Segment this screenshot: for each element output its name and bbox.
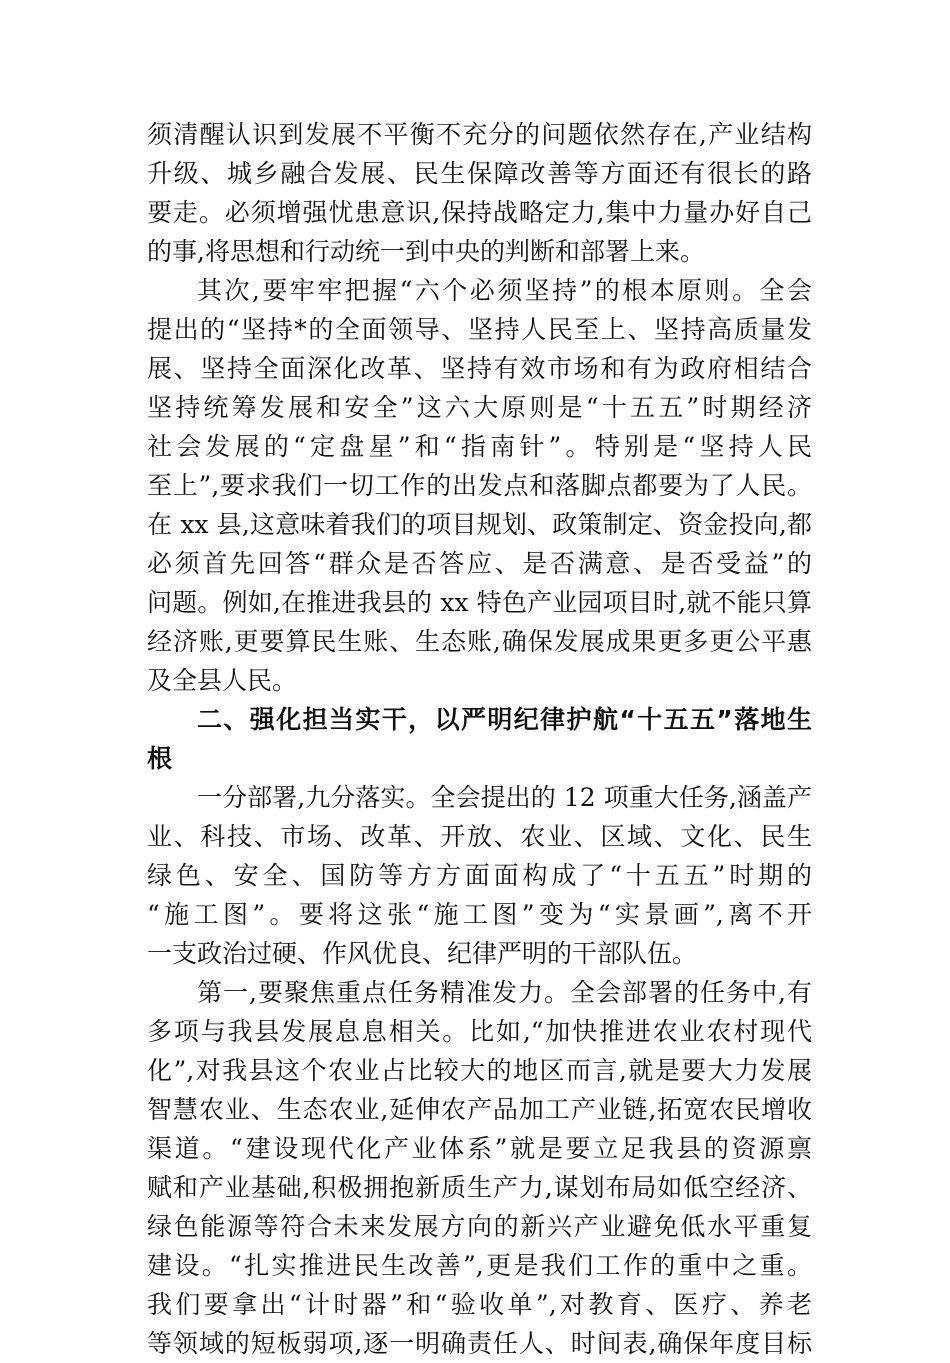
text-line: 升级、城乡融合发展、民生保障改善等方面还有很长的路 — [147, 159, 812, 188]
text-line: 赋和产业基础,积极拥抱新质生产力,谋划布局如低空经济、 — [147, 1173, 812, 1202]
text-line: “施工图”。要将这张“施工图”变为“实景画”,离不开 — [147, 900, 812, 929]
text-line: 社会发展的“定盘星”和“指南针”。特别是“坚持人民 — [147, 432, 812, 461]
text-line: 至上”,要求我们一切工作的出发点和落脚点都要为了人民。 — [147, 471, 812, 500]
text-line: 坚持统筹发展和安全”这六大原则是“十五五”时期经济 — [147, 393, 812, 422]
text-line: 业、科技、市场、改革、开放、农业、区域、文化、民生 — [147, 822, 812, 851]
text-line: 绿色能源等符合未来发展方向的新兴产业避免低水平重复 — [147, 1212, 812, 1241]
text-line: 必须首先回答“群众是否答应、是否满意、是否受益”的 — [147, 549, 812, 578]
section-heading: 根 — [147, 744, 173, 773]
text-line: 第一,要聚焦重点任务精准发力。全会部署的任务中,有 — [197, 978, 812, 1007]
text-line: 展、坚持全面深化改革、坚持有效市场和有为政府相结合 — [147, 354, 812, 383]
section-heading: 二、强化担当实干，以严明纪律护航“十五五”落地生 — [197, 705, 812, 734]
text-line: 化”,对我县这个农业占比较大的地区而言,就是要大力发展 — [147, 1056, 812, 1085]
text-line: 经济账,更要算民生账、生态账,确保发展成果更多更公平惠 — [147, 627, 812, 656]
text-line: 绿色、安全、国防等方方面面构成了“十五五”时期的 — [147, 861, 812, 890]
text-line: 等领域的短板弱项,逐一明确责任人、时间表,确保年度目标 — [147, 1329, 812, 1358]
text-line: 须清醒认识到发展不平衡不充分的问题依然存在,产业结构 — [147, 120, 812, 149]
text-line: 建设。“扎实推进民生改善”,更是我们工作的重中之重。 — [147, 1251, 812, 1280]
text-line: 问题。例如,在推进我县的 xx 特色产业园项目时,就不能只算 — [147, 588, 812, 617]
text-line: 多项与我县发展息息相关。比如,“加快推进农业农村现代 — [147, 1017, 812, 1046]
text-line: 智慧农业、生态农业,延伸农产品加工产业链,拓宽农民增收 — [147, 1095, 812, 1124]
text-line: 提出的“坚持*的全面领导、坚持人民至上、坚持高质量发 — [147, 315, 812, 344]
document-body — [147, 115, 812, 1363]
text-line: 的事,将思想和行动统一到中央的判断和部署上来。 — [147, 237, 705, 266]
text-line: 渠道。“建设现代化产业体系”就是要立足我县的资源禀 — [147, 1134, 812, 1163]
text-line: 一支政治过硬、作风优良、纪律严明的干部队伍。 — [147, 939, 698, 968]
text-line: 其次,要牢牢把握“六个必须坚持”的根本原则。全会 — [197, 276, 812, 305]
text-line: 一分部署,九分落实。全会提出的 12 项重大任务,涵盖产 — [197, 783, 812, 812]
text-line: 要走。必须增强忧患意识,保持战略定力,集中力量办好自己 — [147, 198, 812, 227]
text-line: 我们要拿出“计时器”和“验收单”,对教育、医疗、养老 — [147, 1290, 812, 1319]
text-line: 在 xx 县,这意味着我们的项目规划、政策制定、资金投向,都 — [147, 510, 812, 539]
text-line: 及全县人民。 — [147, 666, 298, 695]
